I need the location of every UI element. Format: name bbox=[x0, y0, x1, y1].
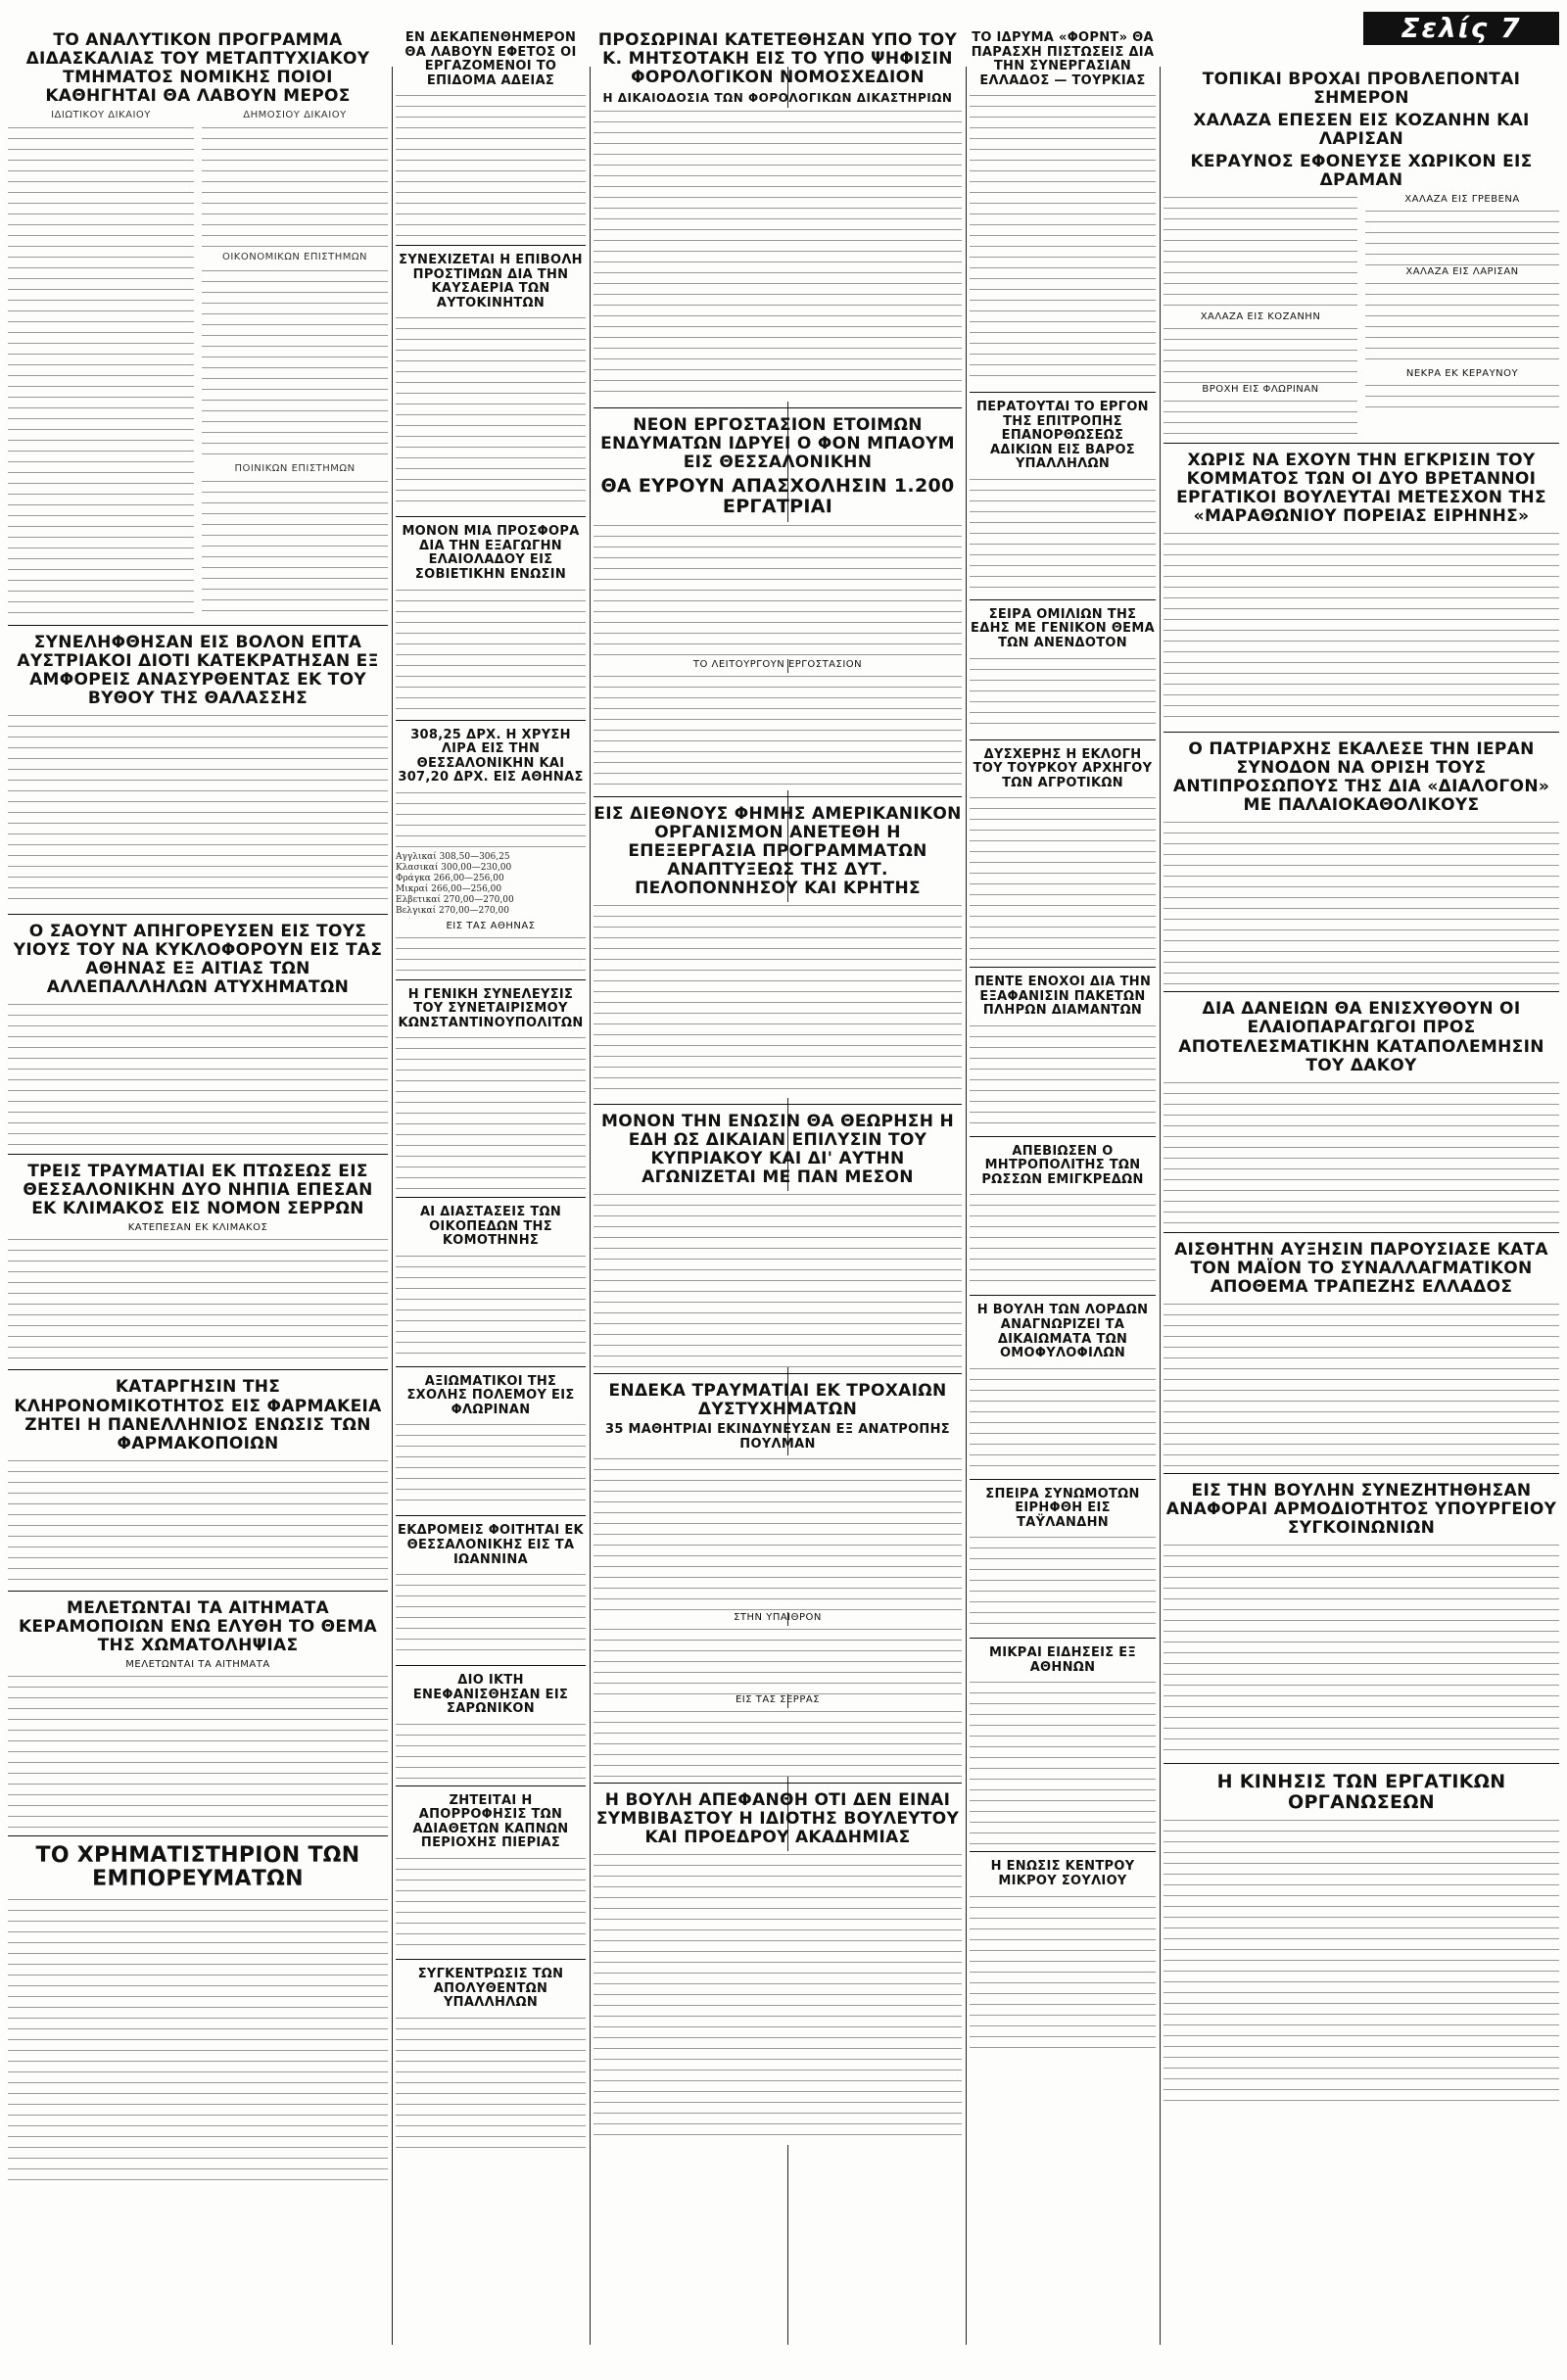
article bbox=[970, 1860, 1156, 2055]
article bbox=[594, 1382, 962, 1784]
article bbox=[8, 1378, 388, 1591]
headline: ΠΕΝΤΕ ΕΝΟΧΟΙ ΔΙΑ ΤΗΝ ΕΞΑΦΑΝΙΣΙΝ ΠΑΚΕΤΩΝ ΠΛΗΡΩΝ ΔΙΑΜΑΝΤΩΝ bbox=[973, 975, 1152, 1019]
subheadline: ΘΑ ΕΥΡΟΥΝ ΑΠΑΣΧΟΛΗΣΙΝ 1.200 ΕΡΓΑΤΡΙΑΙ bbox=[600, 475, 955, 518]
article bbox=[1163, 1772, 1559, 2118]
article bbox=[8, 1163, 388, 1370]
section-subhead: ΧΑΛΑΖΑ ΕΙΣ ΛΑΡΙΣΑΝ bbox=[1405, 266, 1519, 278]
article bbox=[396, 1206, 586, 1367]
column-rule bbox=[392, 67, 393, 2345]
subheadline: 35 ΜΑΘΗΤΡΙΑΙ ΕΚΙΝΔΥΝΕΥΣΑΝ ΕΞ ΑΝΑΤΡΟΠΗΣ ΠΟΥΛΜΑΝ bbox=[605, 1422, 950, 1452]
headline: ΤΟ ΧΡΗΜΑΤΙΣΤΗΡΙΟΝ ΤΩΝ ΕΜΠΟΡΕΥΜΑΤΩΝ bbox=[35, 1842, 360, 1892]
article bbox=[396, 1524, 586, 1666]
gold-rates-table bbox=[396, 852, 586, 917]
article bbox=[396, 1794, 586, 1960]
article bbox=[396, 1968, 586, 2158]
section-subhead: ΤΟ ΛΕΙΤΟΥΡΓΟΥΝ ΕΡΓΟΣΤΑΣΙΟΝ bbox=[692, 658, 863, 670]
article bbox=[970, 1145, 1156, 1297]
headline: ΜΟΝΟΝ ΜΙΑ ΠΡΟΣΦΟΡΑ ΔΙΑ ΤΗΝ ΕΞΑΓΩΓΗΝ ΕΛΑΙΟΛΑΔΟΥ ΕΙΣ ΣΟΒΙΕΤΙΚΗΝ ΕΝΩΣΙΝ bbox=[402, 524, 580, 583]
rate-row: Φράγκα 266,00—256,00 bbox=[396, 873, 504, 883]
headline: Ο ΣΑΟΥΝΤ ΑΠΗΓΟΡΕΥΣΕΝ ΕΙΣ ΤΟΥΣ ΥΙΟΥΣ ΤΟΥ ΝΑ ΚΥΚΛΟΦΟΡΟΥΝ ΕΙΣ ΤΑΣ ΑΘΗΝΑΣ ΕΞ ΑΙΤΙΑΣ ΤΩΝ ΑΛΛΕΠΑΛΛΗΛΩΝ ΑΤΥΧΗΜΑΤΩΝ bbox=[13, 922, 383, 998]
section-subhead: ΙΔΙΩΤΙΚΟΥ ΔΙΚΑΙΟΥ bbox=[51, 110, 151, 121]
article bbox=[970, 1488, 1156, 1640]
headline: ΤΟ ΙΔΡΥΜΑ «ΦΟΡΝΤ» ΘΑ ΠΑΡΑΣΧΗ ΠΙΣΤΩΣΕΙΣ ΔΙΑ ΤΗΝ ΣΥΝΕΡΓΑΣΙΑΝ ΕΛΛΑΔΟΣ — ΤΟΥΡΚΙΑΣ bbox=[971, 30, 1155, 88]
section-subhead: ΧΑΛΑΖΑ ΕΙΣ ΚΟΖΑΝΗΝ bbox=[1200, 311, 1321, 323]
article bbox=[396, 1674, 586, 1786]
headline: ΕΙΣ ΔΙΕΘΝΟΥΣ ΦΗΜΗΣ ΑΜΕΡΙΚΑΝΙΚΟΝ ΟΡΓΑΝΙΣΜΟΝ ΑΝΕΤΕΘΗ Η ΕΠΕΞΕΡΓΑΣΙΑ ΠΡΟΓΡΑΜΜΑΤΩΝ ΑΝΑΠΤΥΞΕΩΣ ΤΗΣ ΔΥΤ. ΠΕΛΟΠΟΝΝΗΣΟΥ ΚΑΙ ΚΡΗΤΗΣ bbox=[594, 803, 962, 898]
headline: ΑΞΙΩΜΑΤΙΚΟΙ ΤΗΣ ΣΧΟΛΗΣ ΠΟΛΕΜΟΥ ΕΙΣ ΦΛΩΡΙΝΑΝ bbox=[406, 1373, 575, 1417]
article bbox=[594, 1113, 962, 1374]
section-subhead: Η ΔΙΚΑΙΟΔΟΣΙΑ ΤΩΝ ΦΟΡΟΛΟΓΙΚΩΝ ΔΙΚΑΣΤΗΡΙΩΝ bbox=[602, 91, 953, 106]
headline: ΠΡΟΣΩΡΙΝΑΙ ΚΑΤΕΤΕΘΗΣΑΝ ΥΠΟ ΤΟΥ Κ. ΜΗΤΣΟΤΑΚΗ ΕΙΣ ΤΟ ΥΠΟ ΨΗΦΙΣΙΝ ΦΟΡΟΛΟΓΙΚΟΝ ΝΟΜΟΣΧΕΔΙΟΝ bbox=[597, 30, 958, 88]
headline: Ο ΠΑΤΡΙΑΡΧΗΣ ΕΚΑΛΕΣΕ ΤΗΝ ΙΕΡΑΝ ΣΥΝΟΔΟΝ ΝΑ ΟΡΙΣΗ ΤΟΥΣ ΑΝΤΙΠΡΟΣΩΠΟΥΣ ΤΗΣ ΔΙΑ «ΔΙΑΛΟΓΟΝ» ΜΕ ΠΑΛΑΙΟΚΑΘΟΛΙΚΟΥΣ bbox=[1172, 739, 1550, 816]
headline: Η ΚΙΝΗΣΙΣ ΤΩΝ ΕΡΓΑΤΙΚΩΝ ΟΡΓΑΝΩΣΕΩΝ bbox=[1216, 1770, 1506, 1814]
headline: ΕΙΣ ΤΗΝ ΒΟΥΛΗΝ ΣΥΝΕΖΗΤΗΘΗΣΑΝ ΑΝΑΦΟΡΑΙ ΑΡΜΟΔΙΟΤΗΤΟΣ ΥΠΟΥΡΓΕΙΟΥ ΣΥΓΚΟΙΝΩΝΙΩΝ bbox=[1165, 1480, 1557, 1538]
headline: ΕΝΔΕΚΑ ΤΡΑΥΜΑΤΙΑΙ ΕΚ ΤΡΟΧΑΙΩΝ ΔΥΣΤΥΧΗΜΑΤΩΝ bbox=[608, 1381, 947, 1420]
headline: ΣΠΕΙΡΑ ΣΥΝΩΜΟΤΩΝ ΕΙΡΗΦΘΗ ΕΙΣ ΤΑΫΛΑΝΔΗΝ bbox=[985, 1486, 1140, 1530]
article bbox=[396, 31, 586, 246]
article bbox=[1163, 71, 1559, 444]
column-6 bbox=[1163, 69, 1559, 2341]
article bbox=[970, 1304, 1156, 1479]
headline: ΑΙ ΔΙΑΣΤΑΣΕΙΣ ΤΩΝ ΟΙΚΟΠΕΔΩΝ ΤΗΣ ΚΟΜΟΤΗΝΗΣ bbox=[419, 1205, 562, 1249]
article-body bbox=[202, 110, 388, 619]
headline: ΣΕΙΡΑ ΟΜΙΛΙΩΝ ΤΗΣ ΕΔΗΣ ΜΕ ΓΕΝΙΚΟΝ ΘΕΜΑ ΤΩΝ ΑΝΕΝΔΟΤΟΝ bbox=[971, 606, 1155, 651]
article bbox=[8, 31, 388, 626]
headline: Η ΓΕΝΙΚΗ ΣΥΝΕΛΕΥΣΙΣ ΤΟΥ ΣΥΝΕΤΑΙΡΙΣΜΟΥ ΚΩΝΣΤΑΝΤΙΝΟΥΠΟΛΙΤΩΝ bbox=[398, 986, 584, 1030]
headline: ΜΕΛΕΤΩΝΤΑΙ ΤΑ ΑΙΤΗΜΑΤΑ ΚΕΡΑΜΟΠΟΙΩΝ ΕΝΩ ΕΛΥΘΗ ΤΟ ΘΕΜΑ ΤΗΣ ΧΩΜΑΤΟΛΗΨΙΑΣ bbox=[18, 1597, 378, 1655]
article bbox=[396, 729, 586, 980]
section-subhead: ΝΕΚΡΑ ΕΚ ΚΕΡΑΥΝΟΥ bbox=[1405, 368, 1519, 380]
headline: ΣΥΝΕΛΗΦΘΗΣΑΝ ΕΙΣ ΒΟΛΟΝ ΕΠΤΑ ΑΥΣΤΡΙΑΚΟΙ ΔΙΟΤΙ ΚΑΤΕΚΡΑΤΗΣΑΝ ΕΞ ΑΜΦΟΡΕΙΣ ΑΝΑΣΥΡΘΕΝΤΑΣ ΕΚ ΤΟΥ ΒΥΘΟΥ ΤΗΣ ΘΑΛΑΣΣΗΣ bbox=[17, 633, 379, 709]
article bbox=[396, 254, 586, 517]
article bbox=[1163, 1000, 1559, 1232]
section-subhead: ΟΙΚΟΝΟΜΙΚΩΝ ΕΠΙΣΤΗΜΩΝ bbox=[221, 252, 368, 263]
section-subhead: ΔΗΜΟΣΙΟΥ ΔΙΚΑΙΟΥ bbox=[243, 110, 347, 121]
headline: ΤΟΠΙΚΑΙ ΒΡΟΧΑΙ ΠΡΟΒΛΕΠΟΝΤΑΙ ΣΗΜΕΡΟΝ bbox=[1202, 70, 1521, 109]
headline: ΣΥΓΚΕΝΤΡΩΣΙΣ ΤΩΝ ΑΠΟΛΥΘΕΝΤΩΝ ΥΠΑΛΛΗΛΩΝ bbox=[417, 1966, 564, 2011]
column-rule bbox=[966, 67, 967, 2345]
rate-row: Βελγικαί 270,00—270,00 bbox=[396, 905, 509, 916]
article bbox=[970, 1646, 1156, 1852]
article bbox=[396, 988, 586, 1199]
column-2 bbox=[396, 29, 586, 2341]
rate-row: Κλασικαί 300,00—230,00 bbox=[396, 862, 512, 873]
headline: ΑΠΕΒΙΩΣΕΝ Ο ΜΗΤΡΟΠΟΛΙΤΗΣ ΤΩΝ ΡΩΣΣΩΝ ΕΜΙΓΚΡΕΔΩΝ bbox=[981, 1143, 1144, 1187]
article bbox=[396, 1375, 586, 1517]
headline: ΜΙΚΡΑΙ ΕΙΔΗΣΕΙΣ ΕΞ ΑΘΗΝΩΝ bbox=[989, 1645, 1136, 1675]
article bbox=[8, 1844, 388, 2196]
rate-row: Αγγλικαί 308,50—306,25 bbox=[396, 851, 510, 862]
article-body bbox=[8, 110, 194, 619]
article bbox=[970, 748, 1156, 969]
article bbox=[970, 31, 1156, 393]
article bbox=[1163, 452, 1559, 733]
headline: ΜΟΝΟΝ ΤΗΝ ΕΝΩΣΙΝ ΘΑ ΘΕΩΡΗΣΗ Η ΕΔΗ ΩΣ ΔΙΚΑΙΑΝ ΕΠΙΛΥΣΙΝ ΤΟΥ ΚΥΠΡΙΑΚΟΥ ΚΑΙ ΔΙ' ΑΥΤΗΝ ΑΓΩΝΙΖΕΤΑΙ ΜΕ ΠΑΝ ΜΕΣΟΝ bbox=[601, 1111, 954, 1187]
section-subhead: ΧΑΛΑΖΑ ΕΙΣ ΓΡΕΒΕΝΑ bbox=[1404, 194, 1520, 206]
column-3-4 bbox=[594, 29, 962, 2341]
headline: 308,25 ΔΡΧ. Η ΧΡΥΣΗ ΛΙΡΑ ΕΙΣ ΤΗΝ ΘΕΣΣΑΛΟΝΙΚΗΝ ΚΑΙ 307,20 ΔΡΧ. ΕΙΣ ΑΘΗΝΑΣ bbox=[398, 727, 584, 785]
section-subhead: ΕΙΣ ΤΑΣ ΑΘΗΝΑΣ bbox=[446, 920, 536, 931]
subheadline: ΧΑΛΑΖΑ ΕΠΕΣΕΝ ΕΙΣ ΚΟΖΑΝΗΝ ΚΑΙ ΛΑΡΙΣΑΝ bbox=[1193, 111, 1530, 150]
headline: ΔΥΣΧΕΡΗΣ Η ΕΚΛΟΓΗ ΤΟΥ ΤΟΥΡΚΟΥ ΑΡΧΗΓΟΥ ΤΩΝ ΑΓΡΟΤΙΚΩΝ bbox=[973, 746, 1153, 790]
section-subhead: ΠΟΙΝΙΚΩΝ ΕΠΙΣΤΗΜΩΝ bbox=[234, 462, 356, 474]
article bbox=[594, 31, 962, 408]
article bbox=[8, 1599, 388, 1836]
article bbox=[970, 608, 1156, 740]
column-rule bbox=[590, 67, 591, 2345]
headline: ΠΕΡΑΤΟΥΤΑΙ ΤΟ ΕΡΓΟΝ ΤΗΣ ΕΠΙΤΡΟΠΗΣ ΕΠΑΝΟΡΘΩΣΕΩΣ ΑΔΙΚΙΩΝ ΕΙΣ ΒΑΡΟΣ ΥΠΑΛΛΗΛΩΝ bbox=[976, 400, 1149, 472]
headline: ΖΗΤΕΙΤΑΙ Η ΑΠΟΡΡΟΦΗΣΙΣ ΤΩΝ ΑΔΙΑΘΕΤΩΝ ΚΑΠΝΩΝ ΠΕΡΙΟΧΗΣ ΠΙΕΡΙΑΣ bbox=[412, 1792, 569, 1851]
headline: ΔΙΑ ΔΑΝΕΙΩΝ ΘΑ ΕΝΙΣΧΥΘΟΥΝ ΟΙ ΕΛΑΙΟΠΑΡΑΓΩΓΟΙ ΠΡΟΣ ΑΠΟΤΕΛΕΣΜΑΤΙΚΗΝ ΚΑΤΑΠΟΛΕΜΗΣΙΝ ΤΟΥ ΔΑΚΟΥ bbox=[1178, 999, 1544, 1075]
headline: ΣΥΝΕΧΙΖΕΤΑΙ Η ΕΠΙΒΟΛΗ ΠΡΟΣΤΙΜΩΝ ΔΙΑ ΤΗΝ ΚΑΥΣΑΕΡΙΑ ΤΩΝ ΑΥΤΟΚΙΝΗΤΩΝ bbox=[399, 253, 583, 310]
article bbox=[970, 976, 1156, 1137]
page-number-badge: Σελίς 7 bbox=[1363, 12, 1559, 45]
headline: ΧΩΡΙΣ ΝΑ ΕΧΟΥΝ ΤΗΝ ΕΓΚΡΙΣΙΝ ΤΟΥ ΚΟΜΜΑΤΟΣ ΤΩΝ ΟΙ ΔΥΟ ΒΡΕΤΑΝΝΟΙ ΕΡΓΑΤΙΚΟΙ ΒΟΥΛΕΥΤΑΙ ΜΕΤΕΣΧΟΝ ΤΗΣ «ΜΑΡΑΘΩΝΙΟΥ ΠΟΡΕΙΑΣ ΕΙΡΗΝΗΣ» bbox=[1176, 451, 1546, 527]
headline: ΝΕΟΝ ΕΡΓΟΣΤΑΣΙΟΝ ΕΤΟΙΜΩΝ ΕΝΔΥΜΑΤΩΝ ΙΔΡΥΕΙ Ο ΦΟΝ ΜΠΑΟΥΜ ΕΙΣ ΘΕΣΣΑΛΟΝΙΚΗΝ bbox=[600, 415, 955, 473]
article bbox=[1163, 740, 1559, 992]
section-subhead: ΕΙΣ ΤΑΣ ΣΕΡΡΑΣ bbox=[735, 1694, 821, 1706]
subheadline: ΚΕΡΑΥΝΟΣ ΕΦΟΝΕΥΣΕ ΧΩΡΙΚΟΝ ΕΙΣ ΔΡΑΜΑΝ bbox=[1190, 152, 1533, 191]
headline: ΤΡΕΙΣ ΤΡΑΥΜΑΤΙΑΙ ΕΚ ΠΤΩΣΕΩΣ ΕΙΣ ΘΕΣΣΑΛΟΝΙΚΗΝ ΔΥΟ ΝΗΠΙΑ ΕΠΕΣΑΝ ΕΚ ΚΛΙΜΑΚΟΣ ΕΙΣ ΝΟΜΟΝ ΣΕΡΡΩΝ bbox=[23, 1162, 373, 1219]
article bbox=[1163, 1241, 1559, 1474]
article bbox=[594, 805, 962, 1105]
column-1 bbox=[8, 29, 388, 2341]
rate-row: Μικραί 266,00—256,00 bbox=[396, 883, 502, 894]
article bbox=[8, 923, 388, 1155]
headline: Η ΒΟΥΛΗ ΤΩΝ ΛΟΡΔΩΝ ΑΝΑΓΝΩΡΙΖΕΙ ΤΑ ΔΙΚΑΙΩΜΑΤΑ ΤΩΝ ΟΜΟΦΥΛΟΦΙΛΩΝ bbox=[976, 1303, 1149, 1361]
column-5 bbox=[970, 29, 1156, 2341]
article bbox=[970, 401, 1156, 600]
headline: Η ΒΟΥΛΗ ΑΠΕΦΑΝΘΗ ΟΤΙ ΔΕΝ ΕΙΝΑΙ ΣΥΜΒΙΒΑΣΤΟΥ Η ΙΔΙΟΤΗΣ ΒΟΥΛΕΥΤΟΥ ΚΑΙ ΠΡΟΕΔΡΟΥ ΑΚΑΔΗΜΙΑΣ bbox=[595, 1790, 960, 1848]
article bbox=[594, 1791, 962, 2151]
masthead bbox=[1163, 8, 1559, 65]
headline: ΤΟ ΑΝΑΛΥΤΙΚΟΝ ΠΡΟΓΡΑΜΜΑ ΔΙΔΑΣΚΑΛΙΑΣ ΤΟΥ ΜΕΤΑΠΤΥΧΙΑΚΟΥ ΤΜΗΜΑΤΟΣ ΝΟΜΙΚΗΣ ΠΟΙΟΙ ΚΑΘΗΓΗΤΑΙ ΘΑ ΛΑΒΟΥΝ ΜΕΡΟΣ bbox=[25, 30, 370, 107]
article bbox=[1163, 1482, 1559, 1764]
headline: ΕΝ ΔΕΚΑΠΕΝΘΗΜΕΡΟΝ ΘΑ ΛΑΒΟΥΝ ΕΦΕΤΟΣ ΟΙ ΕΡΓΑΖΟΜΕΝΟΙ ΤΟ ΕΠΙΔΟΜΑ ΑΔΕΙΑΣ bbox=[404, 30, 577, 88]
column-rule bbox=[1160, 67, 1161, 2345]
headline: ΚΑΤΑΡΓΗΣΙΝ ΤΗΣ ΚΛΗΡΟΝΟΜΙΚΟΤΗΤΟΣ ΕΙΣ ΦΑΡΜΑΚΕΙΑ ΖΗΤΕΙ Η ΠΑΝΕΛΛΗΝΙΟΣ ΕΝΩΣΙΣ ΤΩΝ ΦΑΡΜΑΚΟΠΟΙΩΝ bbox=[14, 1377, 382, 1453]
headline: Η ΕΝΩΣΙΣ ΚΕΝΤΡΟΥ ΜΙΚΡΟΥ ΣΟΥΛΙΟΥ bbox=[990, 1859, 1135, 1888]
article bbox=[594, 416, 962, 797]
article bbox=[396, 525, 586, 720]
headline: ΕΚΔΡΟΜΕΙΣ ΦΟΙΤΗΤΑΙ ΕΚ ΘΕΣΣΑΛΟΝΙΚΗΣ ΕΙΣ ΤΑ ΙΩΑΝΝΙΝΑ bbox=[398, 1523, 584, 1567]
headline: ΑΙΣΘΗΤΗΝ ΑΥΞΗΣΙΝ ΠΑΡΟΥΣΙΑΣΕ ΚΑΤΑ ΤΟΝ ΜΑΪΟΝ ΤΟ ΣΥΝΑΛΛΑΓΜΑΤΙΚΟΝ ΑΠΟΘΕΜΑ ΤΡΑΠΕΖΗΣ ΕΛΛΑΔΟΣ bbox=[1174, 1239, 1548, 1297]
rate-row: Ελβετικαί 270,00—270,00 bbox=[396, 894, 514, 905]
article bbox=[8, 634, 388, 915]
section-subhead: ΜΕΛΕΤΩΝΤΑΙ ΤΑ ΑΙΤΗΜΑΤΑ bbox=[125, 1658, 270, 1670]
section-subhead: ΣΤΗΝ ΥΠΑΙΘΡΟΝ bbox=[734, 1612, 822, 1624]
headline: ΔΙΟ ΙΚΤΗ ΕΝΕΦΑΝΙΣΘΗΣΑΝ ΕΙΣ ΣΑΡΩΝΙΚΟΝ bbox=[412, 1673, 569, 1717]
section-subhead: ΒΡΟΧΗ ΕΙΣ ΦΛΩΡΙΝΑΝ bbox=[1202, 384, 1319, 396]
section-subhead: ΚΑΤΕΠΕΣΑΝ ΕΚ ΚΛΙΜΑΚΟΣ bbox=[127, 1222, 268, 1234]
